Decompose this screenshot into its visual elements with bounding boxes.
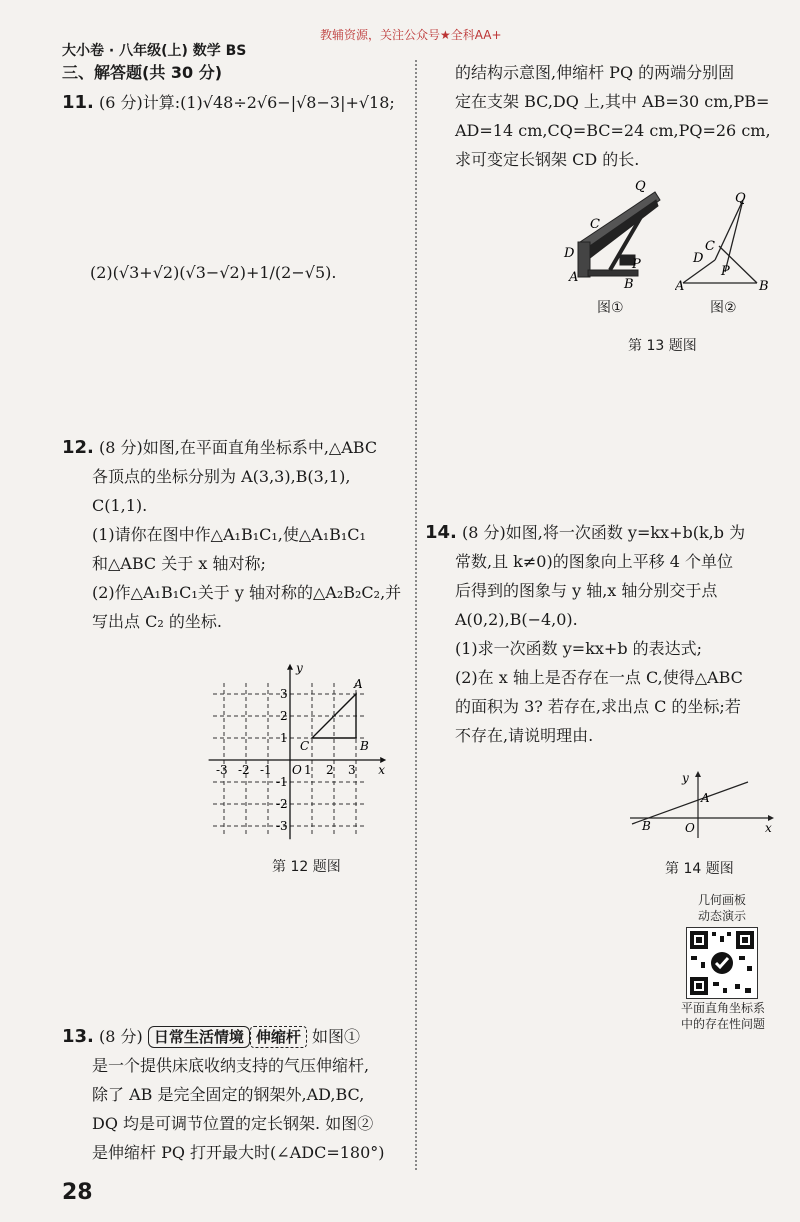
q13-line: DQ 均是可调节位置的定长钢架. 如图②: [92, 1114, 374, 1133]
question-number: 12.: [62, 437, 94, 458]
label-p: P: [632, 257, 641, 272]
q13-figure-1: [560, 180, 665, 290]
figure-2-label: 图②: [710, 300, 737, 316]
label-c: C: [590, 217, 600, 232]
y-axis-arrow: [695, 771, 701, 777]
label-p: P: [721, 264, 730, 279]
question-12: [62, 433, 412, 636]
question-14: [425, 518, 785, 750]
qr-caption-line: 动态演示: [697, 909, 746, 923]
question-13-continued: [455, 58, 785, 174]
x-tick-label: -1: [260, 763, 272, 777]
label-b: B: [642, 819, 651, 833]
q13-line: 如图①: [311, 1027, 360, 1046]
y-tick-label: -2: [276, 797, 288, 811]
schematic-lines: [683, 200, 757, 283]
q13-line: 定在支架 BC,DQ 上,其中 AB=30 cm,PB=: [455, 92, 770, 111]
section-title: 三、解答题(共 30 分): [62, 63, 223, 82]
point-label-b: B: [360, 739, 369, 753]
context-tag: 日常生活情境: [148, 1026, 250, 1048]
label-x: x: [765, 821, 772, 835]
x-tick-label: O: [292, 763, 302, 777]
x-tick-label: -2: [238, 763, 250, 777]
y-tick-label: 3: [280, 687, 288, 701]
q12-line: C(1,1).: [92, 496, 148, 515]
label-d: D: [564, 246, 575, 261]
y-tick-label: -3: [276, 819, 288, 833]
y-tick-label: 1: [280, 731, 288, 745]
qr-caption-line: 中的存在性问题: [680, 1017, 765, 1031]
question-number: 13.: [62, 1026, 94, 1047]
label-d: D: [693, 251, 704, 266]
q12-coordinate-grid: [205, 660, 410, 850]
label-q: Q: [735, 191, 746, 206]
q13-line: 的结构示意图,伸缩杆 PQ 的两端分别固: [455, 63, 735, 82]
y-tick-label: 2: [280, 709, 288, 723]
q13-figure-2: [675, 190, 775, 295]
qr-bottom-caption: [668, 1000, 778, 1032]
x-tick-label: 1: [304, 763, 312, 777]
q12-line: (8 分)如图,在平面直角坐标系中,△ABC: [98, 438, 378, 457]
label-a: A: [701, 791, 710, 805]
x-tick-label: 3: [348, 763, 356, 777]
figure-1-label: 图①: [597, 300, 624, 316]
q14-line: A(0,2),B(−4,0).: [455, 610, 578, 629]
figure-caption-13: 第 13 题图: [628, 338, 697, 354]
q14-figure: [630, 770, 775, 840]
q14-line: 的面积为 3? 若存在,求出点 C 的坐标;若: [455, 697, 741, 716]
question-11-part1: (6 分)计算:(1)√48÷2√6−|√8−3|+√18;: [98, 93, 395, 112]
label-q: Q: [635, 180, 646, 194]
column-divider: [415, 60, 417, 1170]
point-label-c: C: [300, 739, 310, 753]
y-tick-label: -1: [276, 775, 288, 789]
qr-caption-line: 平面直角坐标系: [680, 1001, 765, 1015]
label-y: y: [682, 771, 689, 785]
label-c: C: [705, 239, 715, 254]
watermark-text: 教辅资源，关注公众号★全科AA+: [320, 28, 502, 42]
q13-line: 除了 AB 是完全固定的钢架外,AD,BC,: [92, 1085, 365, 1104]
q12-line: (2)作△A₁B₁C₁关于 y 轴对称的△A₂B₂C₂,并: [92, 583, 402, 602]
q12-line: 写出点 C₂ 的坐标.: [92, 612, 222, 631]
y-axis-arrow: [287, 664, 293, 670]
book-title: 大小卷 · 八年级(上) 数学 BS: [62, 43, 247, 59]
q14-line: 不存在,请说明理由.: [455, 726, 594, 745]
figure-caption-12: 第 12 题图: [272, 859, 341, 875]
figure-caption-14: 第 14 题图: [665, 861, 734, 877]
q14-line: 常数,且 k≠0)的图象向上平移 4 个单位: [455, 552, 734, 571]
label-o: O: [685, 821, 695, 835]
label-b: B: [624, 277, 634, 290]
q13-line: AD=14 cm,CQ=BC=24 cm,PQ=26 cm,: [455, 121, 771, 140]
qr-code[interactable]: [686, 927, 758, 999]
label-b: B: [759, 279, 769, 294]
x-tick-label: 2: [326, 763, 334, 777]
q12-line: (1)请你在图中作△A₁B₁C₁,使△A₁B₁C₁: [92, 525, 366, 544]
q14-line: (1)求一次函数 y=kx+b 的表达式;: [455, 639, 703, 658]
q14-line: (2)在 x 轴上是否存在一点 C,使得△ABC: [455, 668, 743, 687]
label-a: A: [569, 270, 579, 285]
x-axis-label: x: [378, 763, 385, 777]
q13-line: 是一个提供床底收纳支持的气压伸缩杆,: [92, 1056, 370, 1075]
point-label-a: A: [354, 677, 363, 691]
q14-line: (8 分)如图,将一次函数 y=kx+b(k,b 为: [461, 523, 746, 542]
y-axis-label: y: [296, 660, 303, 675]
question-11: [62, 88, 412, 117]
q12-line: 各顶点的坐标分别为 A(3,3),B(3,1),: [92, 467, 351, 486]
label-a: A: [675, 279, 685, 294]
question-number: 14.: [425, 522, 457, 543]
qr-caption-line: 几何画板: [697, 893, 746, 907]
q13-score: (8 分): [98, 1027, 143, 1046]
page-number: 28: [62, 1180, 93, 1205]
qr-top-caption: [682, 892, 762, 924]
question-11-part2: (2)(√3+√2)(√3−√2)+1/(2−√5).: [90, 263, 337, 282]
q14-line: 后得到的图象与 y 轴,x 轴分别交于点: [455, 581, 718, 600]
page-header: [0, 4, 800, 59]
x-tick-label: -3: [216, 763, 228, 777]
question-13: [62, 1022, 412, 1167]
q13-line: 是伸缩杆 PQ 打开最大时(∠ADC=180°): [92, 1143, 385, 1162]
topic-tag: 伸缩杆: [250, 1026, 307, 1048]
question-number: 11.: [62, 92, 94, 113]
qr-pattern-icon: [687, 928, 757, 998]
strut-illustration: [578, 192, 660, 277]
q12-line: 和△ABC 关于 x 轴对称;: [92, 554, 266, 573]
q13-line: 求可变定长钢架 CD 的长.: [455, 150, 640, 169]
